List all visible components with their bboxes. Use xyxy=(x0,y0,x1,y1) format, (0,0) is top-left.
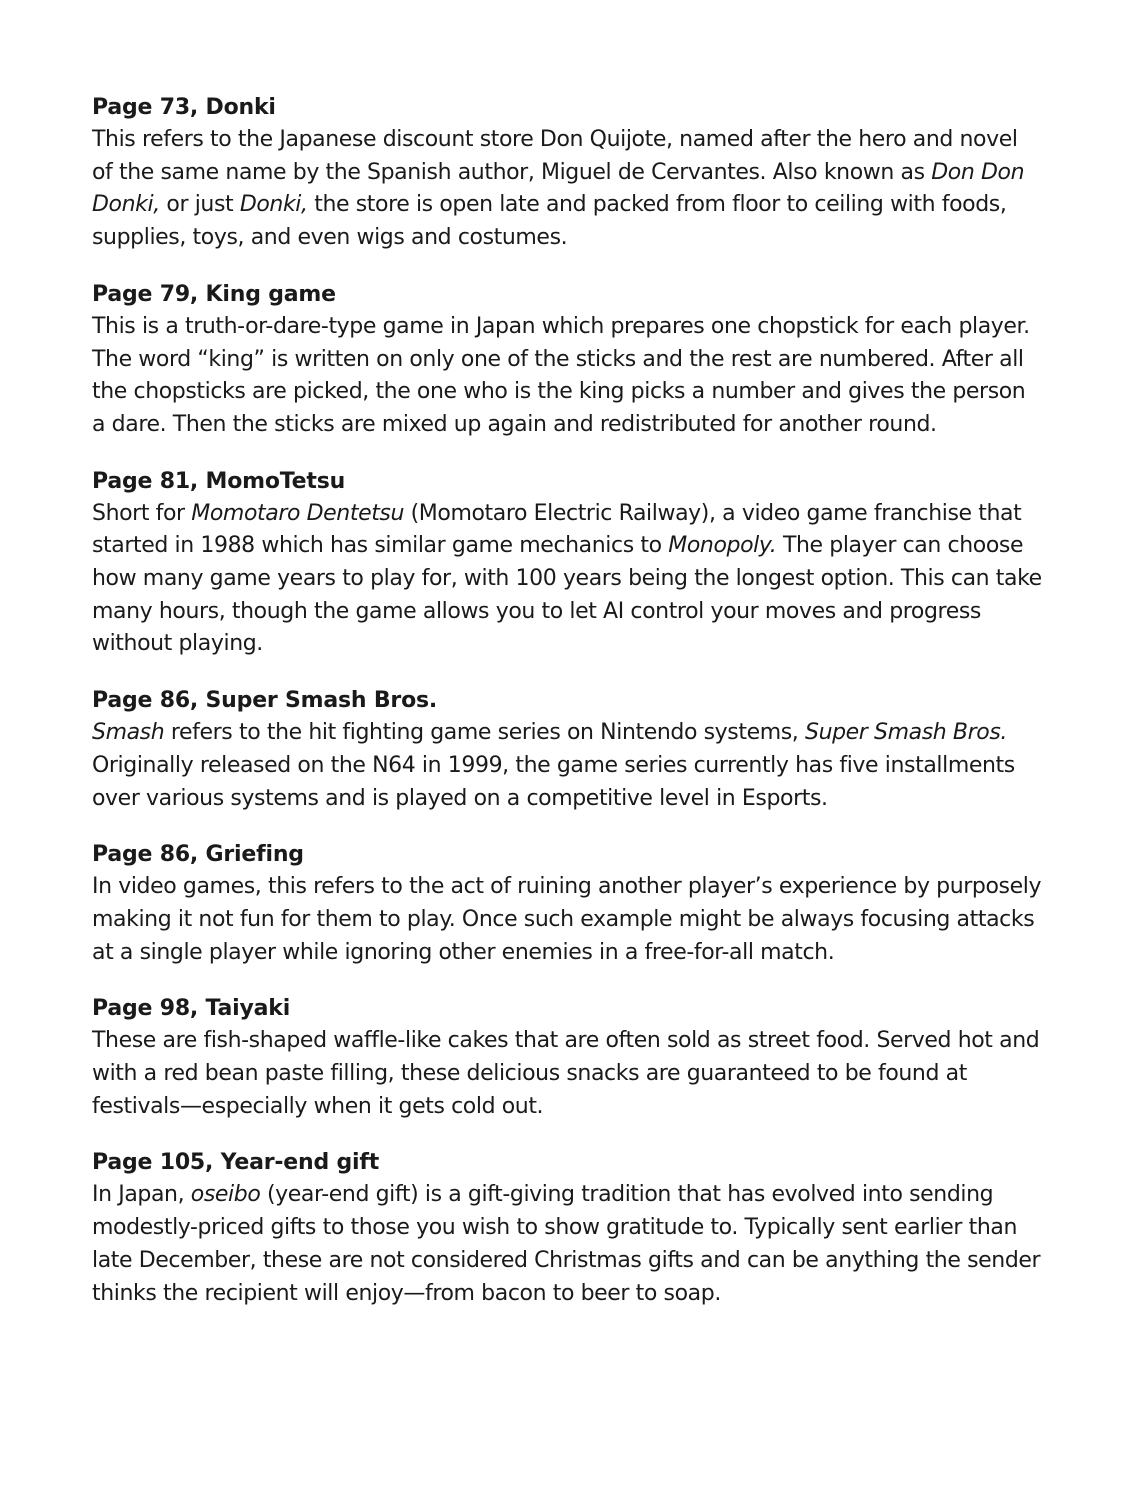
entry-title: Page 73, Donki xyxy=(92,95,276,120)
glossary-entry xyxy=(92,685,1042,815)
entry-body xyxy=(92,311,1042,442)
body-text: (year-end gift) is a gift-giving tradition that has evolved into sending modestly-priced gifts to those you wish to show gratitude to. Typically sent earlier than late December, these are not considered Christmas gifts and can be anything the sender thinks the recipient will enjoy—from bacon to beer to soap. xyxy=(92,1182,1041,1306)
italic-term: Smash xyxy=(92,720,165,746)
body-text: This is a truth-or-dare-type game in Japan which prepares one chopstick for each player. The word “king” is written on only one of the sticks and the rest are numbered. After all the chopsticks are picked, the one who is the king picks a number and gives the person a dare. Then the sticks are mixed up again and redistributed for another round. xyxy=(92,313,1030,437)
body-text: In Japan, xyxy=(92,1182,191,1208)
glossary-entry xyxy=(92,839,1042,969)
entry-title: Page 79, King game xyxy=(92,281,336,307)
glossary-entry xyxy=(92,466,1042,662)
entry-title: Page 98, Taiyaki xyxy=(92,996,291,1022)
entry-body xyxy=(92,871,1042,969)
body-text: In video games, this refers to the act of ruining another player’s experience by purposely making it not fun for them to play. Once such example might be always focusing attacks at a single player while ignoring other enemies in a free-for-all match. xyxy=(92,874,1042,965)
glossary-entry xyxy=(92,1147,1042,1310)
body-text: (Momotaro Electric Railway), a video game franchise that started in 1988 which has similar game mechanics to xyxy=(92,500,1022,559)
entry-body xyxy=(92,124,1042,255)
glossary-entry xyxy=(92,279,1042,442)
italic-term: Super Smash Bros. xyxy=(805,720,1007,746)
entry-title: Page 81, MomoTetsu xyxy=(92,468,346,494)
italic-term: Donki, xyxy=(239,192,308,218)
body-text: the store is open late and packed from floor to ceiling with foods, supplies, toys, and even wigs and costumes. xyxy=(92,192,1007,251)
glossary-entry xyxy=(92,92,1042,255)
italic-term: Momotaro Dentetsu xyxy=(191,500,405,526)
body-text: This refers to the Japanese discount store Don Quijote, named after the hero and novel of the same name by the Spanish author, Miguel de Cervantes. Also known as xyxy=(92,127,1018,185)
entry-body xyxy=(92,1179,1042,1310)
entry-title: Page 105, Year-end gift xyxy=(92,1150,380,1176)
entry-title: Page 86, Griefing xyxy=(92,842,304,868)
italic-term: Monopoly. xyxy=(668,533,777,559)
body-text: or just xyxy=(159,192,240,218)
body-text: These are fish-shaped waffle-like cakes that are often sold as street food. Served hot and with a red bean paste filling, these delicious snacks are guaranteed to be found at festivals—especially when it gets cold out. xyxy=(92,1028,1040,1119)
body-text: Short for xyxy=(92,500,192,526)
body-text: The player can choose how many game years to play for, with 100 years being the longest option. This can take many hours, though the game allows you to let AI control your moves and progress without playing. xyxy=(92,533,1042,657)
glossary-entry xyxy=(92,993,1042,1123)
entry-body xyxy=(92,1025,1042,1123)
body-text: Originally released on the N64 in 1999, the game series currently has five installments over various systems and is played on a competitive level in Esports. xyxy=(92,752,1015,811)
body-text: refers to the hit fighting game series on Nintendo systems, xyxy=(164,720,805,746)
entry-body xyxy=(92,498,1042,662)
italic-term: Don Don Donki, xyxy=(92,159,1025,218)
glossary-page xyxy=(92,92,1042,1334)
entry-title: Page 86, Super Smash Bros. xyxy=(92,688,438,714)
italic-term: oseibo xyxy=(190,1182,261,1208)
entry-body xyxy=(92,717,1042,815)
